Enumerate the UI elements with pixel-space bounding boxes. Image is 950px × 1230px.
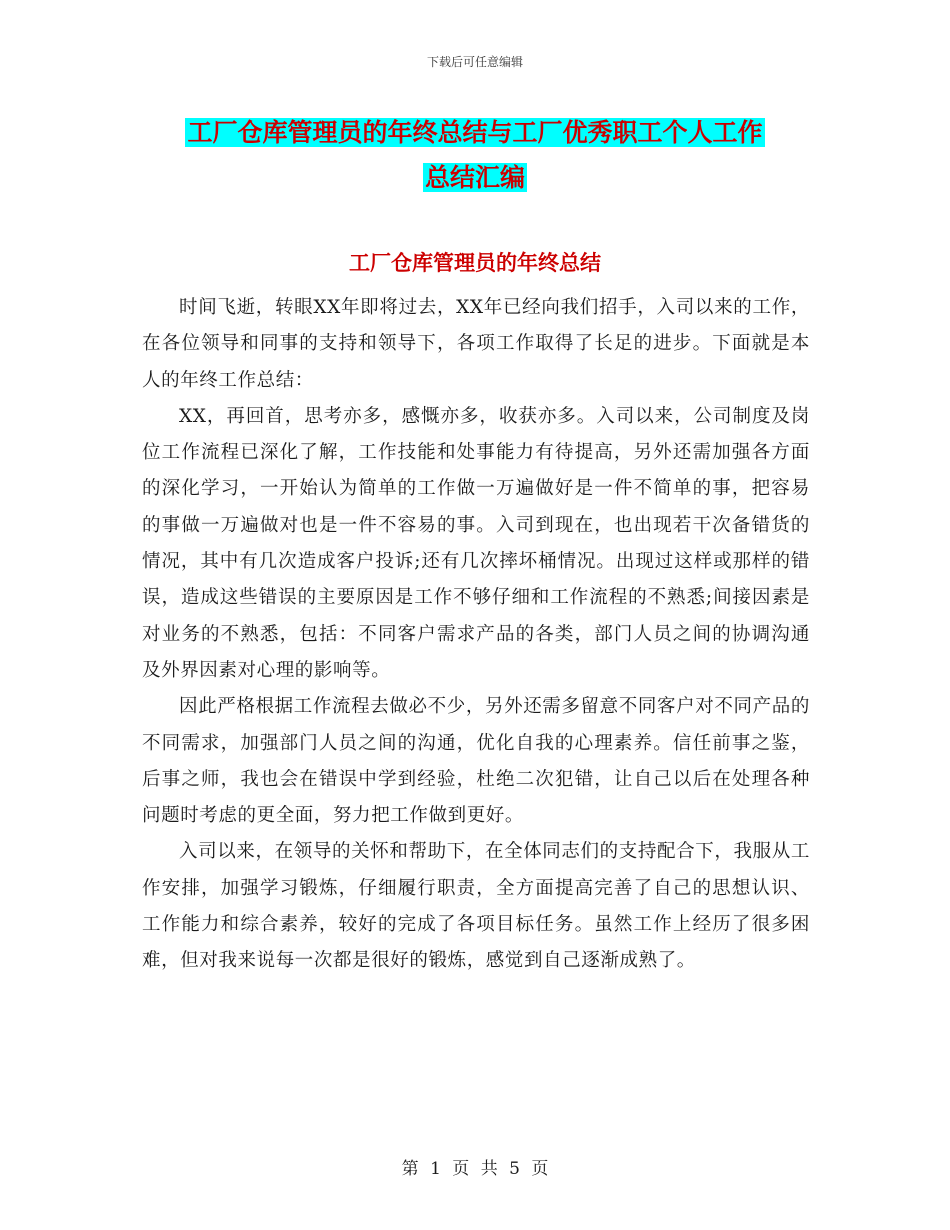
paragraph-4: 入司以来，在领导的关怀和帮助下，在全体同志们的支持配合下，我服从工作安排，加强学习锻炼，仔细履行职责，全方面提高完善了自己的思想认识、工作能力和综合素养，较好的完成了各项目标任务。虽然工作上经历了很多困难，但对我来说每一次都是很好的锻炼，感觉到自己逐渐成熟了。	[142, 841, 810, 972]
document-body	[142, 290, 810, 980]
paragraph-3: 因此严格根据工作流程去做必不少，另外还需多留意不同客户对不同产品的不同需求，加强部门人员之间的沟通，优化自我的心理素养。信任前事之鉴，后事之师，我也会在错误中学到经验，杜绝二次犯错，让自己以后在处理各种问题时考虑的更全面，努力把工作做到更好。	[142, 696, 810, 827]
page-footer: 第 1 页 共 5 页	[401, 1159, 549, 1179]
paragraph-1: 时间飞逝，转眼XX年即将过去，XX年已经向我们招手，入司以来的工作，在各位领导和同事的支持和领导下，各项工作取得了长足的进步。下面就是本人的年终工作总结：	[142, 297, 810, 391]
section-title: 工厂仓库管理员的年终总结	[349, 251, 601, 275]
document-title-line-1	[0, 110, 950, 155]
title-highlight-1: 工厂仓库管理员的年终总结与工厂优秀职工个人工作	[187, 118, 763, 147]
title-highlight-2: 总结汇编	[424, 163, 525, 192]
paragraph-2: XX，再回首，思考亦多，感慨亦多，收获亦多。入司以来，公司制度及岗位工作流程已深化了解，工作技能和处事能力有待提高，另外还需加强各方面的深化学习，一开始认为简单的工作做一万遍做好是一件不简单的事，把容易的事做一万遍做对也是一件不容易的事。入司到现在，也出现若干次备错货的情况，其中有几次造成客户投诉;还有几次摔坏桶情况。出现过这样或那样的错误，造成这些错误的主要原因是工作不够仔细和工作流程的不熟悉;间接因素是对业务的不熟悉，包括：不同客户需求产品的各类，部门人员之间的协调沟通及外界因素对心理的影响等。	[142, 405, 810, 681]
header-note: 下载后可任意编辑	[426, 55, 523, 69]
document-title	[0, 110, 950, 200]
document-title-line-2	[0, 155, 950, 200]
